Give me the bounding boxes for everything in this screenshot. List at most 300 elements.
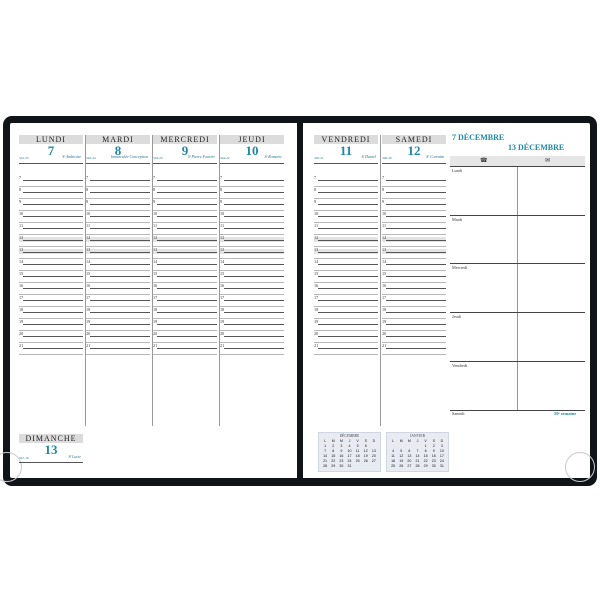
hour-rule bbox=[224, 204, 284, 205]
mini-calendar-date: 10 bbox=[439, 449, 444, 453]
half-hour-rule bbox=[382, 294, 446, 295]
hour-rule bbox=[224, 228, 284, 229]
hour-rule bbox=[386, 252, 446, 253]
half-hour-rule bbox=[382, 234, 446, 235]
mini-calendar-date: 26 bbox=[363, 459, 368, 463]
weekday-label: Jeudi bbox=[452, 314, 461, 319]
hour-rule bbox=[224, 288, 284, 289]
hour-rule bbox=[386, 288, 446, 289]
hour-label: 13 bbox=[86, 247, 91, 252]
mini-calendar-date: 28 bbox=[323, 464, 328, 468]
hour-label: 20 bbox=[86, 331, 91, 336]
day-number: 12 bbox=[407, 143, 421, 158]
half-hour-rule bbox=[314, 318, 378, 319]
hour-label: 12 bbox=[153, 235, 158, 240]
hour-label: 14 bbox=[19, 259, 24, 264]
hour-label: 13 bbox=[153, 247, 158, 252]
mini-calendar-date: 6 bbox=[364, 444, 367, 448]
half-hour-rule bbox=[153, 186, 217, 187]
week-start-label: 7 DÉCEMBRE bbox=[452, 133, 505, 142]
mini-calendar-date: 4 bbox=[348, 444, 351, 448]
hour-rule bbox=[157, 252, 217, 253]
hour-rule bbox=[90, 276, 150, 277]
hour-label: 10 bbox=[19, 211, 24, 216]
hour-label: 16 bbox=[86, 283, 91, 288]
hour-label: 21 bbox=[314, 343, 319, 348]
hour-label: 21 bbox=[382, 343, 387, 348]
half-hour-rule bbox=[86, 198, 150, 199]
hour-label: 17 bbox=[314, 295, 319, 300]
hour-label: 18 bbox=[19, 307, 24, 312]
mini-calendar-title: DÉCEMBRE bbox=[339, 434, 360, 438]
phone-icon: ☎ bbox=[480, 157, 488, 164]
half-hour-rule bbox=[19, 294, 83, 295]
hour-label: 19 bbox=[19, 319, 24, 324]
hour-rule bbox=[23, 312, 83, 313]
half-hour-rule bbox=[314, 186, 378, 187]
mini-calendar-date: 21 bbox=[323, 459, 328, 463]
half-hour-rule bbox=[86, 282, 150, 283]
hour-label: 10 bbox=[220, 211, 225, 216]
day-header: VENDREDI bbox=[314, 135, 378, 144]
half-hour-rule bbox=[382, 222, 446, 223]
hour-rule bbox=[318, 276, 378, 277]
half-hour-rule bbox=[382, 210, 446, 211]
mini-calendar-date: 12 bbox=[399, 454, 404, 458]
hour-rule bbox=[386, 204, 446, 205]
hour-label: 13 bbox=[19, 247, 24, 252]
half-hour-rule bbox=[382, 354, 446, 355]
day-of-year-code: 343-23 bbox=[153, 156, 163, 160]
hour-label: 12 bbox=[382, 235, 387, 240]
hour-label: 21 bbox=[86, 343, 91, 348]
mini-calendar-date: 31 bbox=[439, 464, 444, 468]
hour-rule bbox=[318, 228, 378, 229]
hour-label: 8 bbox=[19, 187, 22, 192]
hour-label: 17 bbox=[220, 295, 225, 300]
hour-label: 13 bbox=[220, 247, 225, 252]
hour-rule bbox=[318, 348, 378, 349]
sunday-header: DIMANCHE bbox=[19, 434, 83, 443]
weekday-row-rule bbox=[450, 263, 585, 264]
mini-calendar-date bbox=[354, 464, 362, 469]
half-hour-rule bbox=[314, 282, 378, 283]
hour-rule bbox=[157, 276, 217, 277]
mini-calendar-date: 22 bbox=[423, 459, 428, 463]
hour-rule bbox=[23, 300, 83, 301]
half-hour-rule bbox=[19, 354, 83, 355]
hour-rule bbox=[157, 312, 217, 313]
half-hour-rule bbox=[86, 210, 150, 211]
hour-label: 18 bbox=[220, 307, 225, 312]
hour-label: 7 bbox=[220, 175, 223, 180]
mini-calendar-date: 12 bbox=[363, 449, 368, 453]
saint-name: Sᵗ Lucie bbox=[68, 454, 81, 459]
hour-rule bbox=[318, 264, 378, 265]
column-divider bbox=[219, 135, 223, 426]
mini-calendar-weekday: J bbox=[348, 439, 351, 443]
half-hour-rule bbox=[153, 354, 217, 355]
mini-calendar-date: 7 bbox=[416, 449, 419, 453]
column-divider bbox=[152, 135, 156, 426]
half-hour-rule bbox=[153, 222, 217, 223]
hour-rule bbox=[224, 324, 284, 325]
day-header-rule bbox=[220, 163, 284, 164]
hour-rule bbox=[157, 336, 217, 337]
hour-rule bbox=[157, 228, 217, 229]
half-hour-rule bbox=[382, 306, 446, 307]
hour-rule bbox=[90, 204, 150, 205]
mini-calendar-date: 20 bbox=[407, 459, 412, 463]
hour-label: 16 bbox=[382, 283, 387, 288]
mini-calendar-date: 29 bbox=[331, 464, 336, 468]
hour-label: 17 bbox=[153, 295, 158, 300]
sunday-number: 13 bbox=[44, 442, 58, 457]
half-hour-rule bbox=[86, 270, 150, 271]
day-header: LUNDI bbox=[19, 135, 83, 144]
half-hour-rule bbox=[220, 306, 284, 307]
hour-label: 18 bbox=[86, 307, 91, 312]
saint-name: Sᵗ Daniel bbox=[361, 154, 376, 159]
mini-calendar-title: JANVIER bbox=[410, 434, 425, 438]
hour-label: 11 bbox=[314, 223, 319, 228]
mini-calendar-date: 8 bbox=[424, 449, 427, 453]
mini-calendar-date: 11 bbox=[391, 454, 395, 458]
half-hour-rule bbox=[220, 318, 284, 319]
hour-rule bbox=[224, 348, 284, 349]
half-hour-rule bbox=[86, 246, 150, 247]
mini-calendar-date: 3 bbox=[440, 444, 443, 448]
day-number: 8 bbox=[114, 143, 122, 158]
half-hour-rule bbox=[86, 222, 150, 223]
hour-rule bbox=[157, 288, 217, 289]
hour-label: 11 bbox=[19, 223, 24, 228]
hour-rule bbox=[224, 180, 284, 181]
day-number: 7 bbox=[47, 143, 55, 158]
mini-calendar-date: 30 bbox=[431, 464, 436, 468]
half-hour-rule bbox=[86, 330, 150, 331]
hour-label: 17 bbox=[19, 295, 24, 300]
hour-rule bbox=[386, 324, 446, 325]
day-number: 9 bbox=[181, 143, 189, 158]
day-header-rule bbox=[153, 163, 217, 164]
hour-rule bbox=[90, 240, 150, 241]
weekday-label: Mardi bbox=[452, 217, 463, 222]
saint-name: Sᵗ Ambroise bbox=[62, 154, 81, 159]
corner-tab-right bbox=[565, 452, 595, 482]
hour-label: 20 bbox=[314, 331, 319, 336]
hour-label: 8 bbox=[220, 187, 223, 192]
hour-label: 15 bbox=[314, 271, 319, 276]
day-header: MARDI bbox=[86, 135, 150, 144]
mini-calendar-date bbox=[370, 464, 378, 469]
half-hour-rule bbox=[314, 210, 378, 211]
half-hour-rule bbox=[19, 318, 83, 319]
hour-rule bbox=[23, 324, 83, 325]
weekday-label: Mercredi bbox=[452, 265, 468, 270]
half-hour-rule bbox=[153, 246, 217, 247]
weekday-row-rule bbox=[450, 312, 585, 313]
hour-label: 7 bbox=[86, 175, 89, 180]
weekday-label: Vendredi bbox=[452, 363, 468, 368]
mini-calendar-weekday: M bbox=[339, 439, 343, 443]
weekday-row-rule bbox=[450, 215, 585, 216]
mini-calendar-date: 4 bbox=[392, 449, 395, 453]
hour-rule bbox=[90, 216, 150, 217]
hour-rule bbox=[90, 192, 150, 193]
hour-label: 21 bbox=[153, 343, 158, 348]
half-hour-rule bbox=[220, 234, 284, 235]
mini-calendar-weekday: D bbox=[372, 439, 376, 443]
day-of-year-code: 342-24 bbox=[86, 156, 96, 160]
mini-calendar-date: 2 bbox=[332, 444, 335, 448]
half-hour-rule bbox=[220, 354, 284, 355]
day-header: MERCREDI bbox=[153, 135, 217, 144]
hour-label: 14 bbox=[153, 259, 158, 264]
hour-rule bbox=[318, 240, 378, 241]
hour-rule bbox=[318, 252, 378, 253]
hour-rule bbox=[23, 192, 83, 193]
saint-name: Sᵗ Corentin bbox=[426, 154, 444, 159]
half-hour-rule bbox=[220, 222, 284, 223]
hour-label: 15 bbox=[19, 271, 24, 276]
hour-rule bbox=[224, 240, 284, 241]
mini-calendar-date: 9 bbox=[340, 449, 343, 453]
hour-rule bbox=[386, 312, 446, 313]
hour-rule bbox=[90, 312, 150, 313]
half-hour-rule bbox=[382, 330, 446, 331]
day-header-rule bbox=[382, 163, 446, 164]
hour-rule bbox=[157, 300, 217, 301]
hour-label: 8 bbox=[382, 187, 385, 192]
hour-label: 7 bbox=[153, 175, 156, 180]
half-hour-rule bbox=[19, 186, 83, 187]
mini-calendar-date: 1 bbox=[424, 444, 427, 448]
day-number: 10 bbox=[245, 143, 259, 158]
saint-name: Sᵗ Romaric bbox=[264, 154, 282, 159]
mini-calendar-date: 1 bbox=[324, 444, 327, 448]
mini-calendar-date: 24 bbox=[347, 459, 352, 463]
column-divider bbox=[85, 135, 89, 426]
mini-calendar-date: 13 bbox=[371, 449, 376, 453]
half-hour-rule bbox=[382, 342, 446, 343]
hour-rule bbox=[23, 228, 83, 229]
day-of-year-code: 345-21 bbox=[314, 156, 324, 160]
weekday-label: Samedi bbox=[452, 411, 465, 416]
hour-label: 13 bbox=[382, 247, 387, 252]
hour-label: 9 bbox=[314, 199, 317, 204]
half-hour-rule bbox=[86, 294, 150, 295]
mini-calendar-date: 5 bbox=[356, 444, 359, 448]
hour-label: 12 bbox=[314, 235, 319, 240]
hour-label: 19 bbox=[153, 319, 158, 324]
mini-calendar-date: 29 bbox=[423, 464, 428, 468]
half-hour-rule bbox=[314, 258, 378, 259]
mini-calendar-date: 22 bbox=[331, 459, 336, 463]
mini-calendar-date: 10 bbox=[347, 449, 352, 453]
hour-rule bbox=[318, 204, 378, 205]
half-hour-rule bbox=[153, 198, 217, 199]
day-header: SAMEDI bbox=[382, 135, 446, 144]
half-hour-rule bbox=[153, 342, 217, 343]
half-hour-rule bbox=[314, 198, 378, 199]
sunday-rule bbox=[19, 462, 83, 463]
hour-label: 13 bbox=[314, 247, 319, 252]
half-hour-rule bbox=[153, 270, 217, 271]
mini-calendar-date: 16 bbox=[339, 454, 344, 458]
week-end-label: 13 DÉCEMBRE bbox=[508, 143, 565, 152]
hour-label: 18 bbox=[382, 307, 387, 312]
half-hour-rule bbox=[220, 258, 284, 259]
hour-rule bbox=[157, 192, 217, 193]
day-header: JEUDI bbox=[220, 135, 284, 144]
mini-calendar-date: 19 bbox=[363, 454, 368, 458]
half-hour-rule bbox=[314, 354, 378, 355]
half-hour-rule bbox=[19, 306, 83, 307]
hour-label: 19 bbox=[314, 319, 319, 324]
mini-calendar-date: 27 bbox=[407, 464, 412, 468]
half-hour-rule bbox=[220, 210, 284, 211]
hour-label: 15 bbox=[153, 271, 158, 276]
hour-label: 14 bbox=[86, 259, 91, 264]
hour-label: 19 bbox=[86, 319, 91, 324]
day-of-year-code: 346-20 bbox=[382, 156, 392, 160]
hour-label: 15 bbox=[86, 271, 91, 276]
mini-calendar-date: 16 bbox=[431, 454, 436, 458]
hour-label: 20 bbox=[220, 331, 225, 336]
mini-calendar-date: 31 bbox=[347, 464, 352, 468]
hour-rule bbox=[23, 252, 83, 253]
mini-calendar-date: 6 bbox=[408, 449, 411, 453]
mini-calendar-weekday: S bbox=[364, 439, 367, 443]
hour-label: 10 bbox=[153, 211, 158, 216]
hour-rule bbox=[23, 336, 83, 337]
hour-label: 11 bbox=[153, 223, 158, 228]
mini-calendar-date: 17 bbox=[439, 454, 444, 458]
hour-label: 17 bbox=[382, 295, 387, 300]
hour-rule bbox=[386, 264, 446, 265]
mini-calendar-grid bbox=[321, 439, 378, 469]
mini-calendar-date: 3 bbox=[340, 444, 343, 448]
hour-rule bbox=[90, 180, 150, 181]
half-hour-rule bbox=[19, 330, 83, 331]
mini-calendar-weekday: D bbox=[440, 439, 444, 443]
hour-rule bbox=[157, 240, 217, 241]
day-header-rule bbox=[314, 163, 378, 164]
mini-calendar-weekday: S bbox=[432, 439, 435, 443]
hour-rule bbox=[318, 312, 378, 313]
hour-label: 19 bbox=[382, 319, 387, 324]
mini-calendar-date: 18 bbox=[355, 454, 360, 458]
hour-rule bbox=[23, 348, 83, 349]
mini-calendar-date: 14 bbox=[323, 454, 328, 458]
hour-label: 12 bbox=[19, 235, 24, 240]
half-hour-rule bbox=[19, 342, 83, 343]
half-hour-rule bbox=[153, 210, 217, 211]
hour-label: 9 bbox=[382, 199, 385, 204]
half-hour-rule bbox=[220, 198, 284, 199]
hour-label: 18 bbox=[153, 307, 158, 312]
hour-rule bbox=[318, 216, 378, 217]
mini-calendar-date: 25 bbox=[355, 459, 360, 463]
notes-column-divider bbox=[517, 166, 518, 410]
half-hour-rule bbox=[86, 186, 150, 187]
mini-calendar-date: 17 bbox=[347, 454, 352, 458]
saint-name: Sᵗ Pierre Fourier bbox=[187, 154, 215, 159]
hour-label: 10 bbox=[314, 211, 319, 216]
hour-label: 20 bbox=[19, 331, 24, 336]
hour-rule bbox=[386, 336, 446, 337]
half-hour-rule bbox=[19, 222, 83, 223]
mini-calendar-grid bbox=[389, 439, 446, 469]
hour-rule bbox=[224, 300, 284, 301]
half-hour-rule bbox=[86, 258, 150, 259]
hour-rule bbox=[157, 180, 217, 181]
half-hour-rule bbox=[220, 330, 284, 331]
hour-label: 11 bbox=[220, 223, 225, 228]
hour-label: 7 bbox=[314, 175, 317, 180]
day-header-rule bbox=[19, 163, 83, 164]
hour-label: 16 bbox=[153, 283, 158, 288]
mini-calendar-date: 19 bbox=[399, 459, 404, 463]
half-hour-rule bbox=[86, 234, 150, 235]
mini-calendar-december bbox=[318, 432, 381, 472]
hour-rule bbox=[318, 180, 378, 181]
hour-label: 16 bbox=[19, 283, 24, 288]
hour-rule bbox=[386, 180, 446, 181]
hour-label: 15 bbox=[382, 271, 387, 276]
hour-label: 16 bbox=[220, 283, 225, 288]
hour-label: 7 bbox=[19, 175, 22, 180]
half-hour-rule bbox=[314, 222, 378, 223]
hour-rule bbox=[224, 276, 284, 277]
half-hour-rule bbox=[382, 198, 446, 199]
hour-rule bbox=[23, 288, 83, 289]
mini-calendar-date: 27 bbox=[371, 459, 376, 463]
half-hour-rule bbox=[382, 186, 446, 187]
day-header-rule bbox=[86, 163, 150, 164]
half-hour-rule bbox=[314, 234, 378, 235]
hour-rule bbox=[90, 228, 150, 229]
day-of-year-code: 341-25 bbox=[19, 156, 29, 160]
hour-label: 8 bbox=[153, 187, 156, 192]
half-hour-rule bbox=[19, 258, 83, 259]
mini-calendar-weekday: V bbox=[424, 439, 427, 443]
mini-calendar-date: 23 bbox=[431, 459, 436, 463]
hour-rule bbox=[90, 348, 150, 349]
hour-rule bbox=[157, 324, 217, 325]
hour-label: 21 bbox=[19, 343, 24, 348]
mini-calendar-date: 18 bbox=[391, 459, 396, 463]
mini-calendar-date: 11 bbox=[355, 449, 360, 453]
half-hour-rule bbox=[382, 258, 446, 259]
half-hour-rule bbox=[220, 342, 284, 343]
half-hour-rule bbox=[314, 270, 378, 271]
half-hour-rule bbox=[153, 234, 217, 235]
day-number: 11 bbox=[339, 143, 353, 158]
hour-label: 20 bbox=[153, 331, 158, 336]
hour-label: 15 bbox=[220, 271, 225, 276]
half-hour-rule bbox=[86, 342, 150, 343]
mini-calendar-date: 20 bbox=[371, 454, 376, 458]
hour-rule bbox=[23, 180, 83, 181]
half-hour-rule bbox=[220, 294, 284, 295]
hour-label: 21 bbox=[220, 343, 225, 348]
half-hour-rule bbox=[220, 246, 284, 247]
hour-rule bbox=[90, 336, 150, 337]
hour-label: 14 bbox=[314, 259, 319, 264]
half-hour-rule bbox=[153, 258, 217, 259]
